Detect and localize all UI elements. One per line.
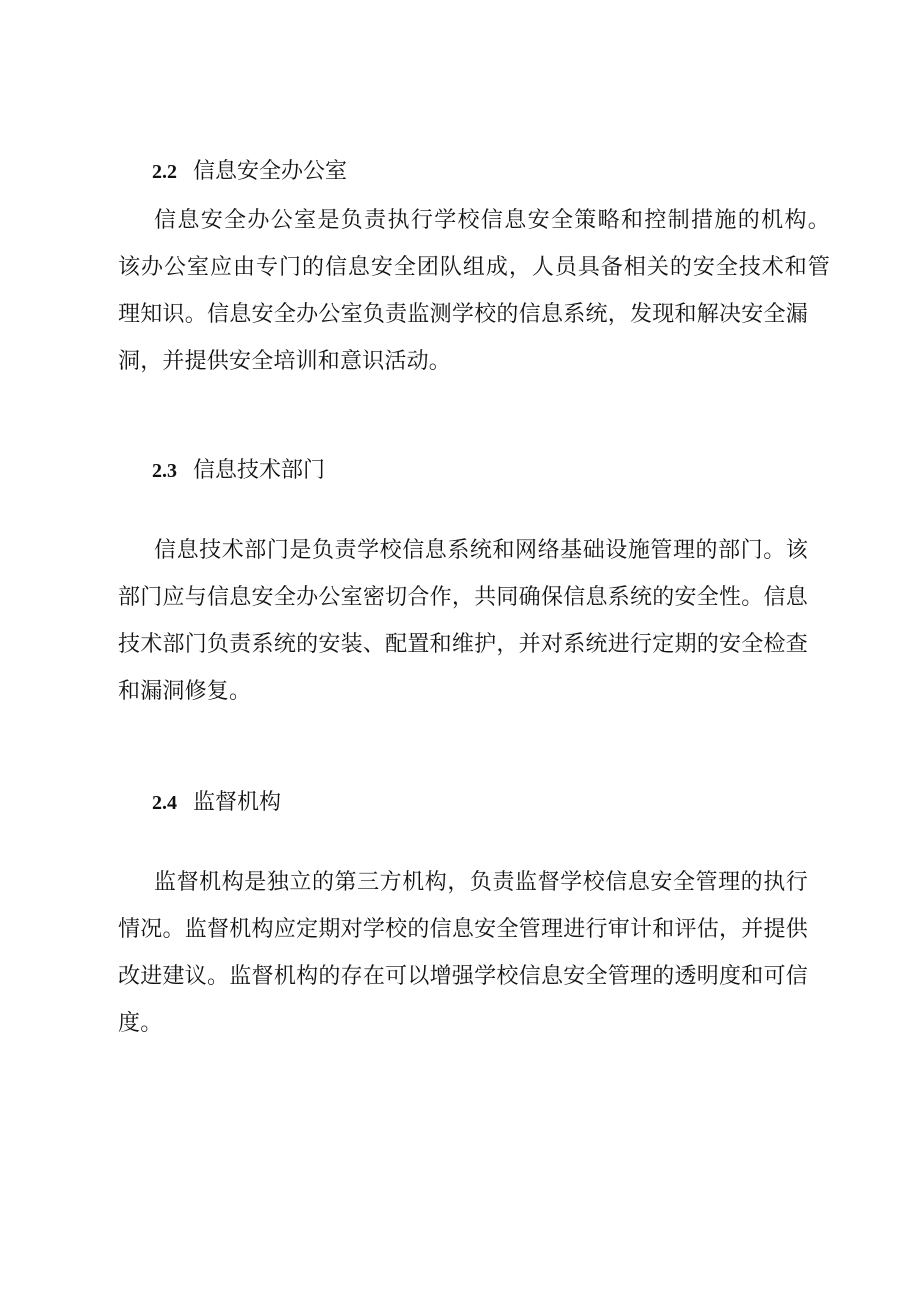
section-heading-2-4 xyxy=(152,788,281,818)
paragraph-line: 信息技术部门是负责学校信息系统和网络基础设施管理的部门。该 xyxy=(154,538,808,563)
paragraph-line: 洞，并提供安全培训和意识活动。 xyxy=(118,349,452,374)
paragraph-line: 改进建议。监督机构的存在可以增强学校信息安全管理的透明度和可信 xyxy=(118,964,808,989)
section-number: 2.4 xyxy=(152,792,177,814)
paragraph-line: 度。 xyxy=(118,1011,163,1036)
section-title: 监督机构 xyxy=(193,790,282,815)
paragraph-line: 监督机构是独立的第三方机构，负责监督学校信息安全管理的执行 xyxy=(154,870,808,895)
paragraph-line: 理知识。信息安全办公室负责监测学校的信息系统，发现和解决安全漏 xyxy=(118,302,808,327)
section-paragraph-2-2 xyxy=(118,197,830,385)
paragraph-line: 部门应与信息安全办公室密切合作，共同确保信息系统的安全性。信息 xyxy=(118,585,808,610)
section-number: 2.2 xyxy=(152,161,177,183)
paragraph-line: 该办公室应由专门的信息安全团队组成，人员具备相关的安全技术和管 xyxy=(118,255,830,280)
paragraph-line: 情况。监督机构应定期对学校的信息安全管理进行审计和评估，并提供 xyxy=(118,917,808,942)
section-paragraph-2-4 xyxy=(118,859,808,1047)
paragraph-line: 技术部门负责系统的安装、配置和维护，并对系统进行定期的安全检查 xyxy=(118,632,808,657)
section-heading-2-2 xyxy=(152,157,347,187)
paragraph-line: 信息安全办公室是负责执行学校信息安全策略和控制措施的机构。 xyxy=(154,208,830,233)
section-number: 2.3 xyxy=(152,460,177,482)
section-paragraph-2-3 xyxy=(118,527,808,715)
section-title: 信息安全办公室 xyxy=(193,159,348,184)
section-heading-2-3 xyxy=(152,456,325,486)
section-title: 信息技术部门 xyxy=(193,458,326,483)
paragraph-line: 和漏洞修复。 xyxy=(118,679,252,704)
